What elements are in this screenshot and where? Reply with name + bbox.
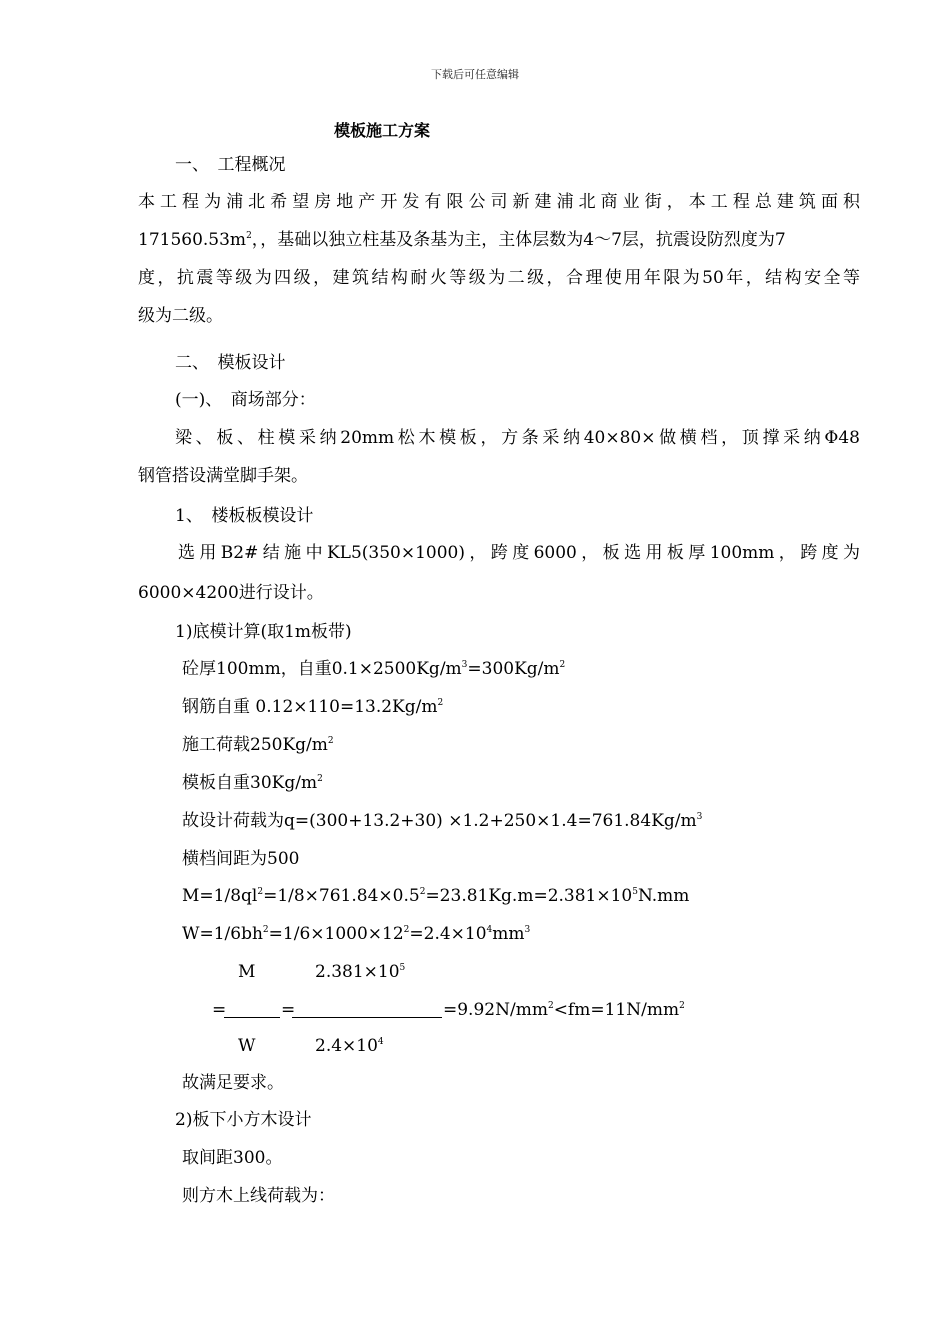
formwork-weight-line xyxy=(182,773,323,793)
exponent: 2 xyxy=(547,1001,554,1011)
document-title: 模板施工方案 xyxy=(334,121,431,140)
overview-line-4: 级为二级。 xyxy=(138,306,223,326)
section1-heading: 一、 工程概况 xyxy=(175,155,286,175)
fraction-numerator-right xyxy=(315,962,405,982)
allowable-stress: <fm=11N/mm xyxy=(553,1000,680,1020)
modulus-text-c: =2.4×10 xyxy=(409,924,487,944)
material-line-1: 梁、板、柱模采纳20mm松木模板，方条采纳40×80×做横档，顶撑采纳Φ48 xyxy=(175,428,860,448)
rebar-weight-text: 钢筋自重 0.12×110=13.2Kg/m xyxy=(182,697,438,717)
section-modulus-line xyxy=(182,924,530,944)
design-load-text: 故设计荷载为q=(300+13.2+30) ×1.2+250×1.4=761.84Kg/m xyxy=(182,811,697,831)
concrete-weight-text: 砼厚100mm，自重0.1×2500Kg/m xyxy=(182,659,462,679)
spacing-line: 取间距300。 xyxy=(182,1148,283,1168)
exponent: 2 xyxy=(679,1001,685,1011)
moment-text-a: M=1/8ql xyxy=(182,886,258,906)
exponent: 2 xyxy=(419,887,426,897)
floor-formwork-heading: 1、 楼板板模设计 xyxy=(175,506,314,526)
concrete-weight-line xyxy=(182,659,565,679)
fraction-numerator-left: M xyxy=(238,962,256,982)
fraction-bar-right xyxy=(292,1017,442,1018)
concrete-weight-result: =300Kg/m xyxy=(467,659,560,679)
exponent: 2 xyxy=(437,698,444,708)
exponent: 4 xyxy=(486,925,493,935)
small-timber-heading: 2)板下小方木设计 xyxy=(175,1110,312,1130)
design-load-line xyxy=(182,811,702,831)
selection-line-2: 6000×4200进行设计。 xyxy=(138,583,324,603)
fraction-denominator-right xyxy=(315,1036,384,1056)
overview-line-3: 度，抗震等级为四级，建筑结构耐火等级为二级，合理使用年限为50年，结构安全等 xyxy=(138,268,860,288)
rib-spacing-line: 横档间距为500 xyxy=(182,849,300,869)
moment-text-b: =1/8×761.84×0.5 xyxy=(263,886,420,906)
bottom-form-calc-heading: 1)底模计算(取1m板带) xyxy=(175,622,352,642)
exponent: 2 xyxy=(317,774,323,784)
moment-line xyxy=(182,886,689,906)
header-note: 下载后可任意编辑 xyxy=(431,68,519,81)
line-load-intro: 则方木上线荷载为： xyxy=(182,1186,335,1206)
overview-line-1: 本工程为浦北希望房地产开发有限公司新建浦北商业街，本工程总建筑面积 xyxy=(138,192,860,212)
overview-line-2-rest: ，，基础以独立柱基及条基为主，主体层数为4～7层，抗震设防烈度为7 xyxy=(251,230,786,250)
formwork-weight-text: 模板自重30Kg/m xyxy=(182,773,318,793)
exponent: 3 xyxy=(524,925,531,935)
modulus-text-a: W=1/6bh xyxy=(182,924,263,944)
exponent: 2 xyxy=(327,736,334,746)
exponent: 4 xyxy=(377,1037,384,1047)
fraction-equals-1: = xyxy=(212,1000,227,1020)
exponent: 3 xyxy=(696,812,703,822)
exponent: 5 xyxy=(632,887,638,897)
fraction-bar-left xyxy=(224,1017,280,1018)
moment-text-c: =23.81Kg.m=2.381×10 xyxy=(425,886,633,906)
material-line-2: 钢管搭设满堂脚手架。 xyxy=(138,466,308,486)
modulus-text-b: =1/6×1000×12 xyxy=(268,924,404,944)
exponent: 3 xyxy=(461,660,468,670)
mall-subheading: (一)、 商场部分： xyxy=(175,390,316,410)
fraction-equals-2: = xyxy=(281,1000,296,1020)
stress-value: =9.92N/mm xyxy=(443,1000,548,1020)
area-value: 171560.53m xyxy=(138,230,247,250)
area-unit-exponent: 2 xyxy=(246,231,252,241)
section2-heading: 二、 模板设计 xyxy=(175,353,286,373)
exponent: 2 xyxy=(403,925,410,935)
exponent: 5 xyxy=(399,963,406,973)
overview-line-2 xyxy=(138,230,860,250)
selection-line-1: 选用B2#结施中KL5(350×1000)，跨度6000，板选用板厚100mm，跨度为 xyxy=(178,543,860,563)
conclusion-line: 故满足要求。 xyxy=(182,1073,284,1093)
exponent: 2 xyxy=(262,925,269,935)
moment-unit: N.mm xyxy=(637,886,690,906)
rebar-weight-line xyxy=(182,697,443,717)
numerator-value: 2.381×10 xyxy=(315,962,400,982)
exponent: 2 xyxy=(257,887,264,897)
stress-result xyxy=(443,1000,685,1020)
construction-load-text: 施工荷载250Kg/m xyxy=(182,735,328,755)
exponent: 2 xyxy=(559,660,566,670)
construction-load-line xyxy=(182,735,334,755)
denominator-value: 2.4×10 xyxy=(315,1036,378,1056)
fraction-denominator-left: W xyxy=(238,1036,256,1056)
modulus-unit: mm xyxy=(492,924,525,944)
